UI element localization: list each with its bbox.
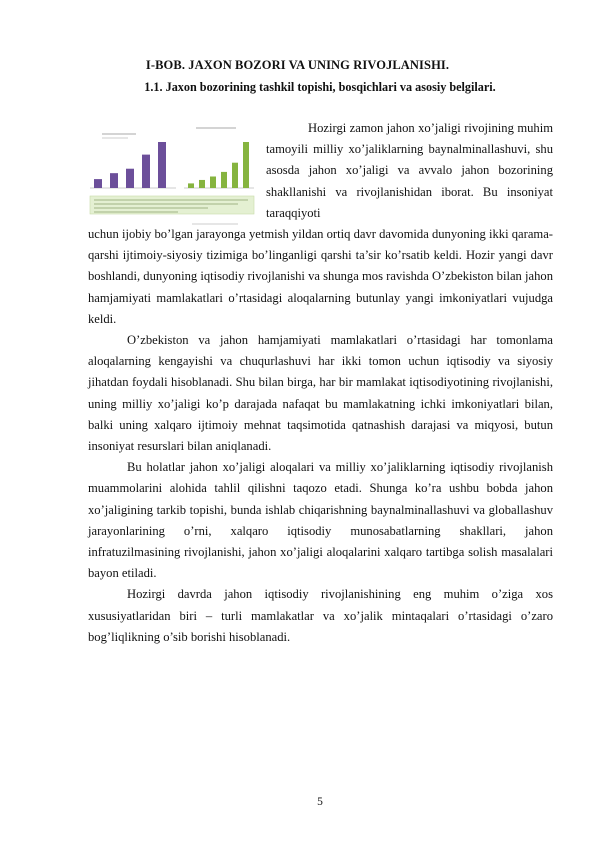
left-bar-0 xyxy=(94,179,102,188)
page-number: 5 xyxy=(317,796,323,808)
chapter-heading: I-BOB. JAXON BOZORI VA UNING RIVOJLANISHI. xyxy=(145,58,450,72)
right-bar-3 xyxy=(221,172,227,188)
paragraph-1-continued: uchun ijobiy bo’lgan jarayonga yetmish yildan ortiq davr davomida dunyoning ikki qarama-qarshi ijtimoiy-siyosiy tizimiga bo’linganligi qarshi ta’sir ko’rsatib keldi. Hozir yangi davr boshlandi, dunyoning iqtisodiy rivojlanishi va shunga mos ravishda O’zbekiston bilan jahon hamjamiyati mamlakatlari o’rtasidagi aloqalarning butunlay yangi imkoniyatlari vujudga keldi. xyxy=(88,227,553,326)
paragraph-4: Hozirgi davrda jahon iqtisodiy rivojlanishining eng muhim o’ziga xos xususiyatlaridan biri – turli mamlakatlar va xo’jalik mintaqalari o’rtasidagi o’zaro bog’liqlikning o’sib borishi hisoblanadi. xyxy=(88,587,553,644)
legend-box xyxy=(90,196,254,214)
paragraph-2: O’zbekiston va jahon hamjamiyati mamlakatlari o’rtasidagi har tomonlama aloqalarning kengayishi va chuqurlashuvi har ikki tomon uchun iqtisodiy va siyosiy jihatdan foydali hisoblanadi. Shu bilan birga, har bir mamlakat iqtisodiyotining rivojlanishi, uning milliy xo’jaligi ko’p darajada nafaqat bu mamlakatning ichki imkoniyatlari bilan, balki uning xalqaro ijtimoiy mehnat taqsimotida qatnashish darajasi va miqyosi, butun insoniyat resurslari bilan aniqlanadi. xyxy=(88,333,553,454)
right-bar-5 xyxy=(243,142,249,188)
chart-image xyxy=(88,120,256,232)
right-bar-4 xyxy=(232,163,238,188)
left-bar-2 xyxy=(126,169,134,188)
inline-chart-figure xyxy=(88,120,256,232)
section-heading: 1.1. Jaxon bozorining tashkil topishi, bosqichlari va asosiy belgilari. xyxy=(144,80,496,94)
main-text-block xyxy=(88,224,553,648)
paragraph-3: Bu holatlar jahon xo’jaligi aloqalari va milliy xo’jaliklarning iqtisodiy rivojlanish muammolarini alohida tahlil qilishni taqozo etadi. Shunga ko’ra ushbu bobda jahon xo’jaligining tarkib topishi, bunda ishlab chiqarishning baynalminallashuvi va globallashuv jarayonlarining o’rni, xalqaro iqtisodiy munosabatlarning shakllari, jahon infratuzilmasining rivojlanishi, jahon xo’jaligi aloqalarini xalqaro tartibga solish masalalari bayon etiladi. xyxy=(88,460,553,581)
left-bar-3 xyxy=(142,155,150,188)
left-bar-1 xyxy=(110,173,118,188)
right-bar-2 xyxy=(210,177,216,189)
right-bar-1 xyxy=(199,180,205,188)
wrapped-paragraph xyxy=(266,118,553,224)
left-bar-4 xyxy=(158,142,166,188)
right-bar-0 xyxy=(188,183,194,188)
paragraph-1-start: Hozirgi zamon jahon xo’jaligi rivojining muhim tamoyili milliy xo’jaliklarning baynalminallashuvi, shu asosda jahon xo’jaligi va avvalo jahon bozorining shakllanishi va rivojlanishidan iborat. Bu insoniyat taraqqiyoti xyxy=(266,121,553,220)
